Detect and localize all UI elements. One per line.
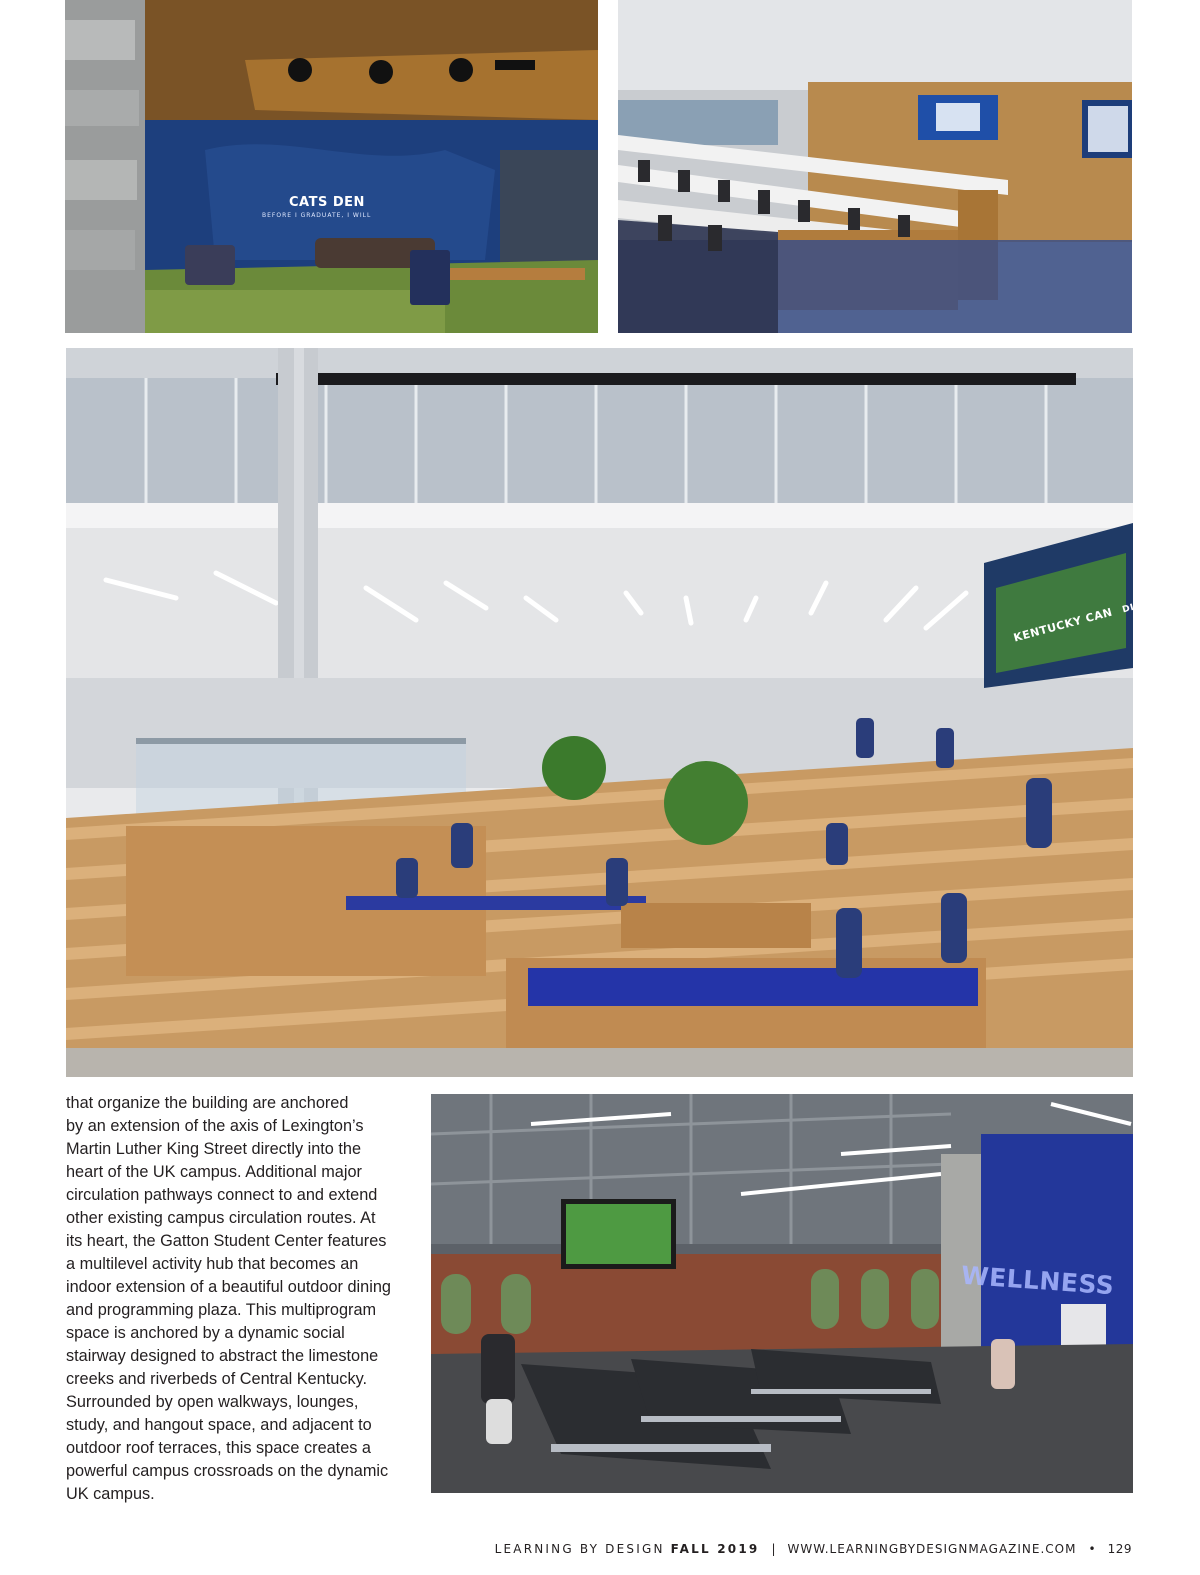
body-line: indoor extension of a beautiful outdoor dining [66, 1278, 391, 1296]
cats-den-sign: CATS DEN [289, 195, 365, 210]
footer-separator: | [771, 1542, 776, 1556]
footer-url: WWW.LEARNINGBYDESIGNMAGAZINE.COM [787, 1542, 1077, 1556]
photo-lecture-hall [618, 0, 1132, 333]
body-line: UK campus. [66, 1485, 155, 1503]
body-line: heart of the UK campus. Additional major [66, 1163, 362, 1181]
cats-den-subsign: BEFORE I GRADUATE, I WILL [262, 212, 372, 219]
body-line: powerful campus crossroads on the dynamic [66, 1462, 389, 1480]
wellness-wall-text: WELLNESS [960, 1260, 1116, 1301]
body-line: Surrounded by open walkways, lounges, [66, 1393, 359, 1411]
footer-magazine-name: LEARNING BY DESIGN [494, 1542, 665, 1556]
body-line: Martin Luther King Street directly into the [66, 1140, 362, 1158]
body-line: that organize the building are anchored [66, 1094, 349, 1112]
body-line: study, and hangout space, and adjacent to [66, 1416, 372, 1434]
page-footer [495, 1542, 1132, 1560]
banner-line-1: KENTUCKY CAN [1012, 605, 1114, 645]
footer-bullet: • [1088, 1542, 1096, 1556]
body-line: by an extension of the axis of Lexington’s [66, 1117, 364, 1135]
body-line: space is anchored by a dynamic social [66, 1324, 345, 1342]
body-line: circulation pathways connect to and extend [66, 1186, 378, 1204]
lounge-illustration [65, 0, 598, 333]
body-line: stairway designed to abstract the limestone [66, 1347, 379, 1365]
photo-atrium-stairway [66, 348, 1178, 1077]
body-line: and programming plaza. This multiprogram [66, 1301, 377, 1319]
body-line: creeks and riverbeds of Central Kentucky. [66, 1370, 368, 1388]
banner-line-2: DISCOVER [1121, 591, 1178, 616]
body-line: outdoor roof terraces, this space creates a [66, 1439, 371, 1457]
article-body-text [66, 1092, 406, 1506]
footer-issue: FALL 2019 [670, 1542, 760, 1556]
photo-cats-den-lounge [65, 0, 598, 333]
body-line: a multilevel activity hub that becomes an [66, 1255, 359, 1273]
photo-wellness-gym [431, 1094, 1133, 1493]
atrium-illustration [66, 348, 1133, 1077]
body-line: other existing campus circulation routes. At [66, 1209, 376, 1227]
lecture-hall-illustration [618, 0, 1132, 333]
body-line: its heart, the Gatton Student Center features [66, 1232, 387, 1250]
page-number: 129 [1107, 1542, 1132, 1556]
